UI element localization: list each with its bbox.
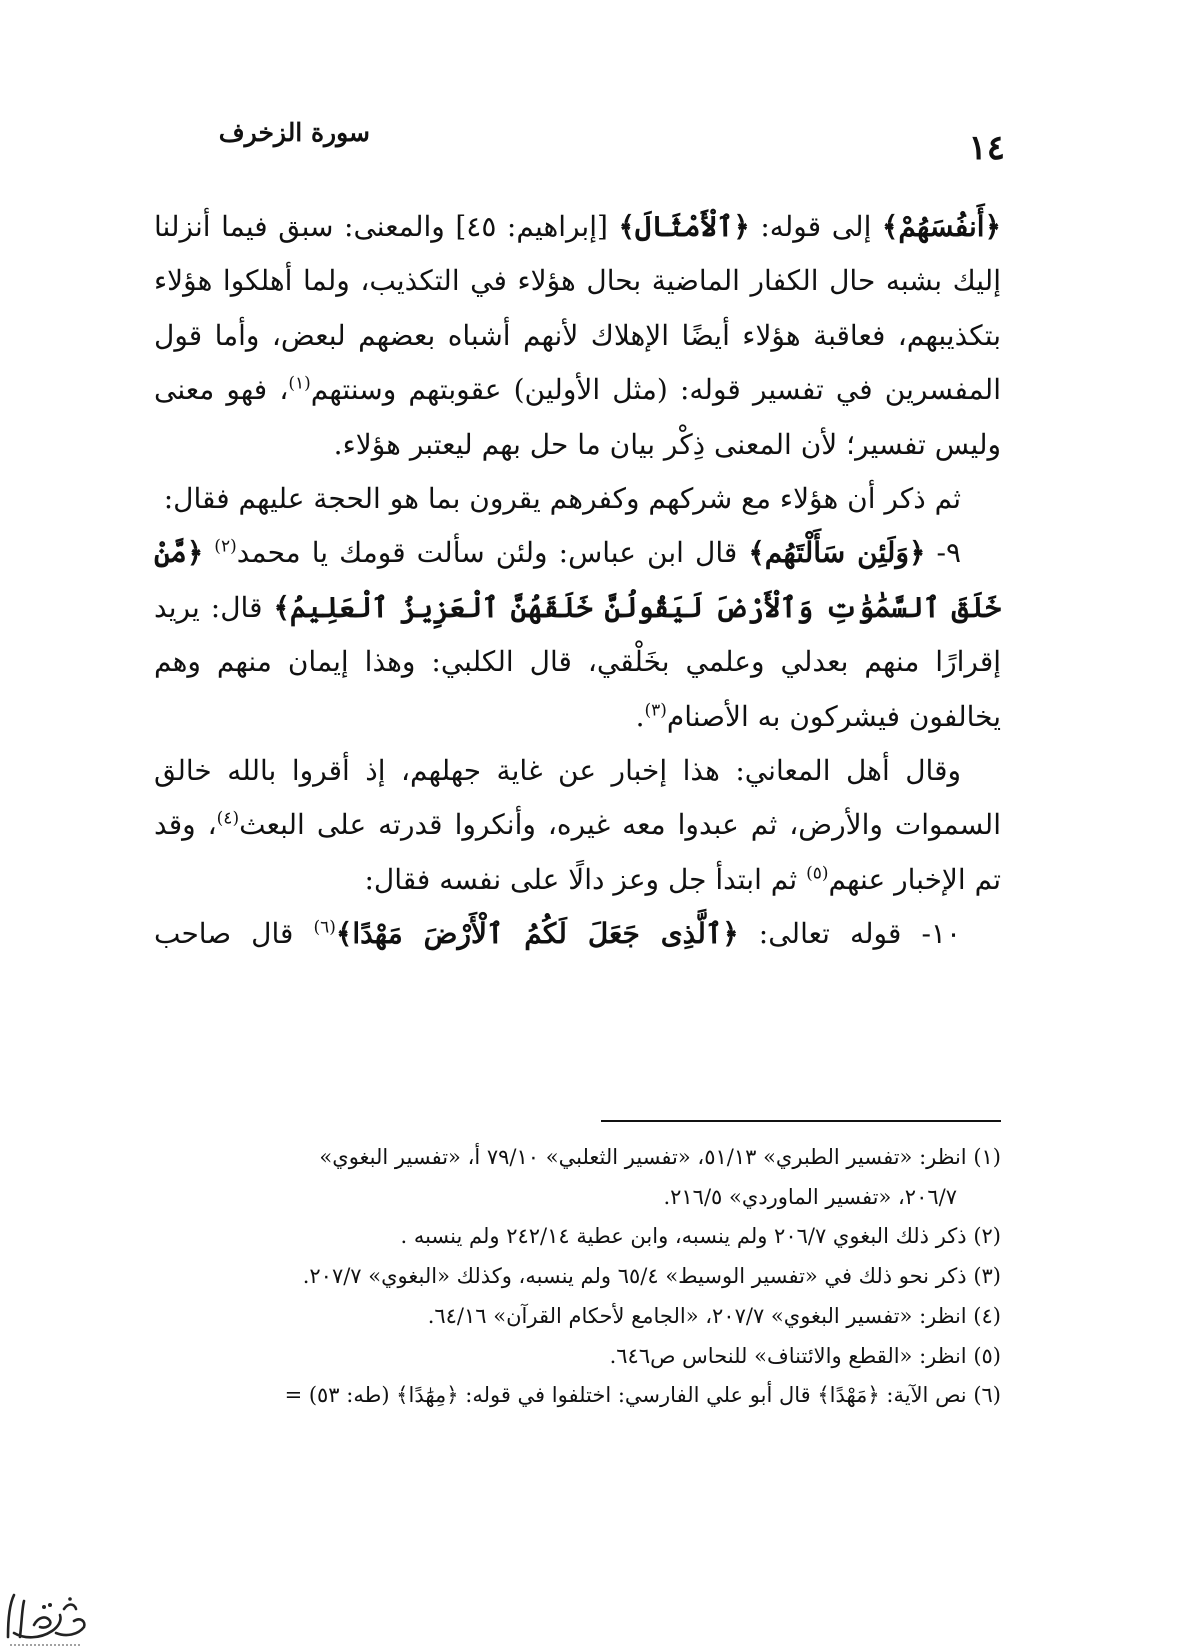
paragraph-1 [154,200,1001,472]
paragraph-2: ثم ذكر أن هؤلاء مع شركهم وكفرهم يقرون بما هو الحجة عليهم فقال: [163,482,961,516]
paragraph-3 [154,526,1001,744]
footnote-ref-3[interactable]: (٣) [644,700,667,721]
footnote-2: (٢) ذكر ذلك البغوي ٢٠٦/٧ ولم ينسبه، وابن عطية ٢٤٢/١٤ ولم ينسبه . [400,1224,1001,1249]
quran-quote: ﴿وَلَئِن سَأَلْتَهُم﴾ [748,536,926,570]
text-run: قال: يريد إقرارًا منهم بعدلي وعلمي بخَلْقي، قال الكلبي: وهذا إيمان منهم وهم يخالفون فيشركون به الأصنام [154,590,1001,733]
text-run: ثم ابتدأ جل وعز دالًا على نفسه فقال: [364,862,807,896]
running-header-title: سورة الزخرف [218,118,370,147]
text-run: . [635,699,645,733]
text-run: قوله تعالى: [738,917,902,951]
quran-quote: ﴿مَّنْ خَلَقَ ٱلسَّمَٰوَٰتِ وَٱلْأَرْضَ لَيَقُولُنَّ خَلَقَهُنَّ ٱلْعَزِيزُ ٱلْعَلِيمُ﴾ [154,536,1001,624]
footnote-separator [601,1120,1001,1122]
page-number: ١٤ [968,128,1005,168]
footnote-ref-4[interactable]: (٤) [216,809,240,830]
footnote-ref-2[interactable]: (٢) [214,537,237,558]
almostafa-calligraphy-logo-icon [0,1585,90,1650]
text-run: ، وقد تم الإخبار عنهم [154,808,1001,896]
item-number: ٩- [925,536,961,570]
paragraph-5 [154,907,1001,961]
quran-quote: ﴿ٱلَّذِى جَعَلَ لَكُمُ ٱلْأَرْضَ مَهْدًا﴾ [335,917,739,951]
paragraph-4 [154,744,1001,907]
quran-quote: ﴿أَنفُسَهُمْ﴾ [881,210,1001,243]
footnote-ref-5[interactable]: (٥) [806,863,829,884]
text-run: إلى قوله: [749,210,882,243]
footnote-ref-6[interactable]: (٦) [313,917,336,938]
footnote-1-continued: ٢٠٦/٧، «تفسير الماوردي» ٢١٦/٥. [663,1184,957,1209]
footnote-6: (٦) نص الآية: ﴿مَهْدًا﴾ قال أبو علي الفارسي: اختلفوا في قوله: ﴿مِهَٰدًا﴾ (طه: ٥٣) = [284,1383,1001,1408]
text-run: [إبراهيم: ٤٥] والمعنى: سبق فيما أنزلنا إليك بشبه حال الكفار الماضية بحال هؤلاء في التكذيب، ولما أهلكوا هؤلاء بتكذيبهم، فعاقبة هؤلاء أيضًا الإهلاك لأنهم أشباه بعضهم لبعض، وأما قول المفسرين في تفسير قوله: (مثل الأولين) عقوبتهم وسنتهم [154,210,1001,407]
text-run [203,536,214,569]
item-number: ١٠- [901,917,961,951]
footnote-3: (٣) ذكر نحو ذلك في «تفسير الوسيط» ٦٥/٤ ولم ينسبه، وكذلك «البغوي» ٢٠٧/٧. [302,1264,1001,1289]
footnote-1: (١) انظر: «تفسير الطبري» ٥١/١٣، «تفسير الثعلبي» ٧٩/١٠ أ، «تفسير البغوي» [319,1145,1001,1169]
footnote-5: (٥) انظر: «القطع والائتناف» للنحاس ص٦٤٦. [609,1343,1001,1368]
footnote-ref-1[interactable]: (١) [288,373,311,394]
text-run: قال ابن عباس: ولئن سألت قومك يا محمد [236,536,749,570]
quran-quote: ﴿ٱلْأَمْثَالَ﴾ [618,210,750,243]
text-run: قال صاحب [154,917,314,951]
text-run: ، فهو معنى وليس تفسير؛ لأن المعنى ذِكْر بيان ما حل بهم ليعتبر هؤلاء. [154,373,1001,461]
footnote-4: (٤) انظر: «تفسير البغوي» ٢٠٧/٧، «الجامع لأحكام القرآن» ٦٤/١٦. [427,1303,1001,1328]
text-run: وقال أهل المعاني: هذا إخبار عن غاية جهلهم، إذ أقروا بالله خالق السموات والأرض، ثم عبدوا معه غيره، وأنكروا قدرته على البعث [154,754,1001,842]
footnotes [154,1138,1001,1416]
main-text [154,200,1001,962]
